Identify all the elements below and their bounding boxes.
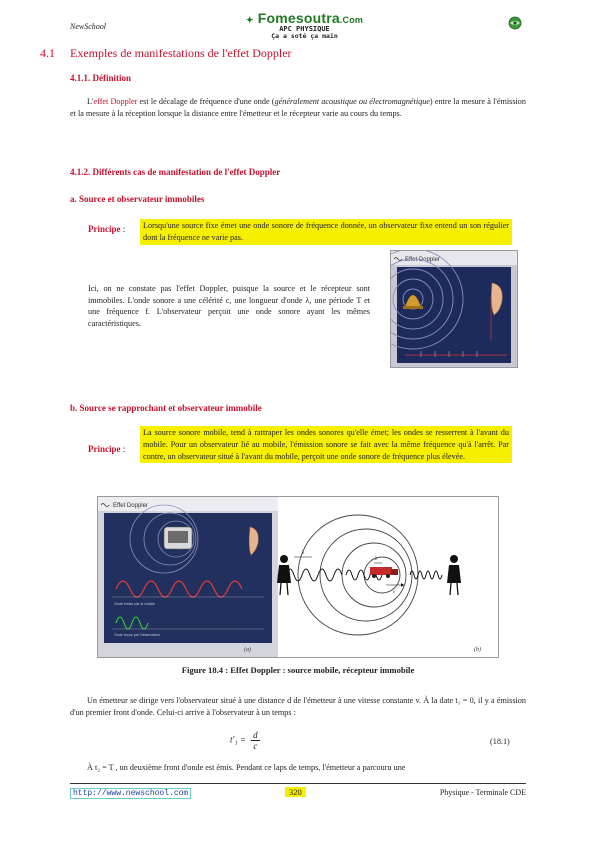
page-number: 320 (285, 787, 306, 797)
figure-static (390, 250, 518, 368)
figure-doppler-moving (97, 496, 499, 658)
case-b-heading: b. Source se rapprochant et observateur immobile (70, 403, 262, 413)
observer-left-icon (277, 555, 291, 595)
running-title: NewSchool (70, 22, 106, 31)
figure-a-title: Effet Doppler (113, 503, 148, 509)
principe-box-b: La source sonore mobile, tend à rattraper les ondes sonores qu'elle émet; les ondes se resserrent à l'avant du mobile. Pour un observateur lié au mobile, l'émission sonore se fait avec la même fréquence qu'à l'arrêt. Par contre, un observateur situé à l'avant du mobile, perçoit une onde sonore de fréquence plus élevée. (140, 426, 512, 463)
label-emitted-wave: Onde émise par le mobile (114, 602, 155, 606)
principe-label-b: Principe : (88, 444, 126, 454)
equation-numerator: d (253, 730, 258, 740)
figure-static-drawing (391, 251, 517, 367)
equation-tag: (18.1) (490, 737, 510, 746)
footer-course: Physique - Terminale CDE (439, 788, 526, 797)
cases-heading: 4.1.2. Différents cas de manifestation de l'effet Doppler (70, 167, 281, 177)
figure-caption: Figure 18.4 : Effet Doppler : source mobile, récepteur immobile (181, 665, 415, 675)
section-title: 4.1 Exemples de manifestations de l'effet Doppler (40, 46, 292, 60)
case-a-heading: a. Source et observateur immobiles (70, 194, 205, 204)
definition-heading: 4.1.1. Définition (70, 73, 132, 83)
label-received-wave: Onde reçue par l'observateur (114, 633, 161, 637)
case-a-body: Ici, on ne constate pas l'effet Doppler, puisque la source et le récepteur sont immobiles. L'onde sonore a une célérité c, une longueur d'onde λ, une période T et une fréquence f. L'observateur perçoit une onde sonore ayant les mêmes caractéristiques. (88, 284, 370, 328)
equation-denominator: c (253, 741, 258, 751)
footer-rule (70, 783, 526, 784)
observer-right-icon (447, 555, 461, 595)
logo-brand: ✦ Fomesoutra.Com (245, 10, 364, 26)
lambda-label-a: λ (302, 551, 305, 556)
definition-paragraph: L'effet Doppler est le décalage de fréquence d'une onde (généralement acoustique ou électromagnétique) entre la mesure à l'émission et la mesure à la réception lorsque la distance entre l'émetteur et le récepteur varie au cours du temps. (70, 97, 526, 118)
figure-doppler-drawing (98, 497, 498, 657)
principe-label-a: Principe : (88, 224, 126, 234)
truck-icon (370, 567, 392, 575)
derivation-paragraph-1: Un émetteur se dirige vers l'observateur situé à une distance d de l'émetteur à une vitesse constante v. À la date t₁ = 0, il y a émission d'un premier front d'onde. Celui-ci arrive à l'observateur à un temps : (70, 696, 526, 717)
figure-static-title: Effet Doppler (405, 257, 440, 263)
footer-url-link[interactable]: http://www.newschool.com (70, 788, 191, 799)
logo-tagline: Ça a soté ça main (271, 32, 338, 40)
panel-a-label: (a) (244, 647, 251, 653)
globe-icon (508, 16, 522, 30)
site-logo[interactable] (242, 10, 367, 44)
term-effet-doppler: effet Doppler (93, 97, 138, 106)
derivation-paragraph-2: À t₂ = T , un deuxième front d'onde est émis. Pendant ce laps de temps, l'émetteur a parcouru une (87, 763, 406, 772)
logo-subtitle: APC PHYSIQUE (279, 25, 330, 33)
lambda-label-b: λ (375, 557, 378, 562)
panel-b-label: (b) (474, 647, 481, 653)
equation-18-1: t′₁ = $\frac{d}{c}$ (230, 730, 258, 751)
velocity-label: v (393, 590, 396, 595)
logo-icon: ✦ (245, 15, 254, 25)
principe-box-a: Lorsqu'une source fixe émet une onde sonore de fréquence donnée, un observateur fixe entend un son régulier dont la fréquence ne varie pas. (140, 219, 512, 245)
